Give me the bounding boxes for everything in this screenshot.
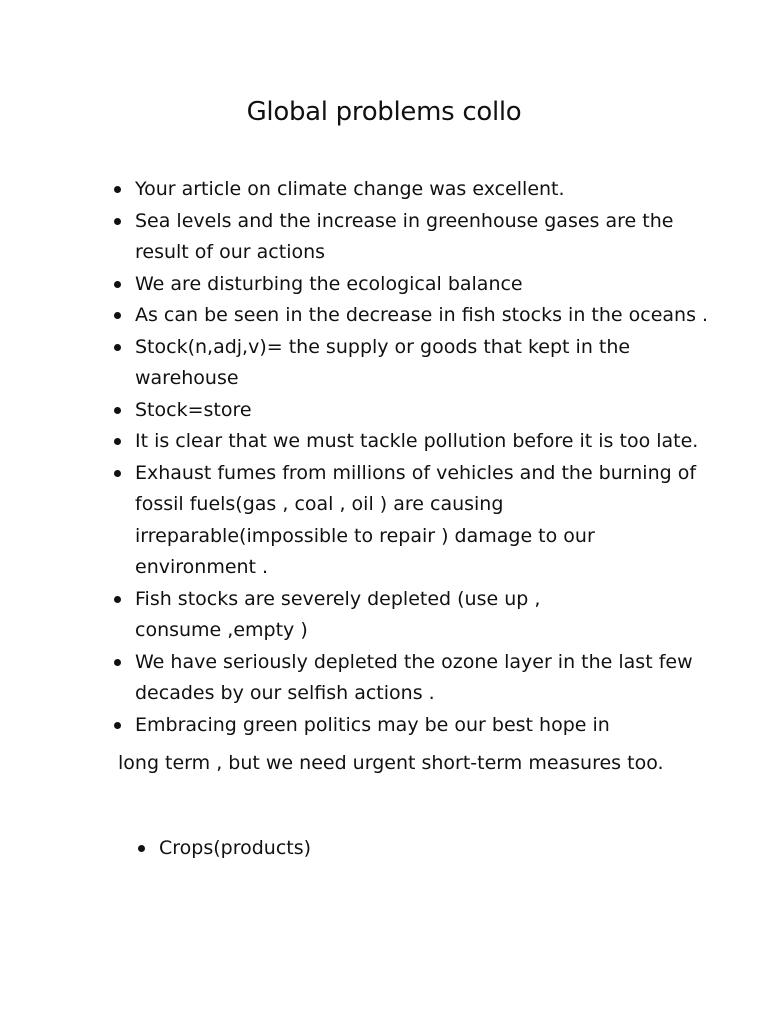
list-item bbox=[112, 332, 712, 395]
list-item-line: It is clear that we must tackle pollution before it is too late. bbox=[135, 430, 699, 452]
list-item-line: Embracing green politics may be our best hope in bbox=[135, 713, 610, 736]
list-item bbox=[112, 269, 712, 301]
list-item-line: Sea levels and the increase in greenhouse gases are the bbox=[135, 209, 674, 232]
list-item-line: environment . bbox=[135, 556, 269, 578]
bullet-icon bbox=[114, 470, 121, 477]
bullet-icon bbox=[114, 407, 121, 414]
bullet-list bbox=[112, 174, 712, 741]
list-item-line: Crops(products) bbox=[159, 837, 312, 859]
list-item bbox=[112, 426, 712, 458]
list-item-line: We have seriously depleted the ozone layer in the last few bbox=[135, 650, 693, 673]
bullet-icon bbox=[114, 596, 121, 603]
list-item-line: As can be seen in the decrease in fish stocks in the oceans . bbox=[135, 304, 709, 326]
list-item-line: consume ,empty ) bbox=[135, 619, 308, 641]
bullet-icon bbox=[114, 659, 121, 666]
bullet-icon bbox=[114, 438, 121, 445]
list-item-line: Stock(n,adj,v)= the supply or goods that kept in the bbox=[135, 335, 631, 358]
list-item-line: result of our actions bbox=[135, 241, 326, 263]
list-item-line: fossil fuels(gas , coal , oil ) are causing bbox=[135, 493, 504, 515]
list-item-line: irreparable(impossible to repair ) damage to our bbox=[135, 524, 595, 547]
list-item bbox=[112, 458, 712, 584]
list-item bbox=[136, 833, 636, 865]
list-item bbox=[112, 206, 712, 269]
list-item bbox=[112, 300, 712, 332]
bullet-icon bbox=[114, 344, 121, 351]
list-item bbox=[112, 710, 712, 742]
list-item-line: We are disturbing the ecological balance bbox=[135, 272, 523, 295]
list-item-line: Stock=store bbox=[135, 398, 252, 421]
bullet-icon bbox=[114, 186, 121, 193]
list-item-line: Exhaust fumes from millions of vehicles and the burning of bbox=[135, 461, 697, 484]
list-item bbox=[112, 647, 712, 710]
bullet-icon bbox=[114, 218, 121, 225]
list-item-line: warehouse bbox=[135, 367, 239, 389]
list-item bbox=[112, 174, 712, 206]
list-item bbox=[112, 584, 712, 647]
list-item-line: decades by our selfish actions . bbox=[135, 682, 435, 704]
bullet-icon bbox=[114, 722, 121, 729]
bullet-icon bbox=[114, 312, 121, 319]
list-item bbox=[112, 395, 712, 427]
paragraph-continuation: long term , but we need urgent short-term measures too. bbox=[118, 752, 664, 774]
list-item-line: Your article on climate change was excellent. bbox=[135, 178, 565, 200]
list-item-line: Fish stocks are severely depleted (use up , bbox=[135, 587, 541, 610]
bullet-list-secondary bbox=[136, 833, 636, 865]
bullet-icon bbox=[114, 281, 121, 288]
bullet-icon bbox=[138, 845, 145, 852]
page-title: Global problems collo bbox=[246, 97, 522, 127]
